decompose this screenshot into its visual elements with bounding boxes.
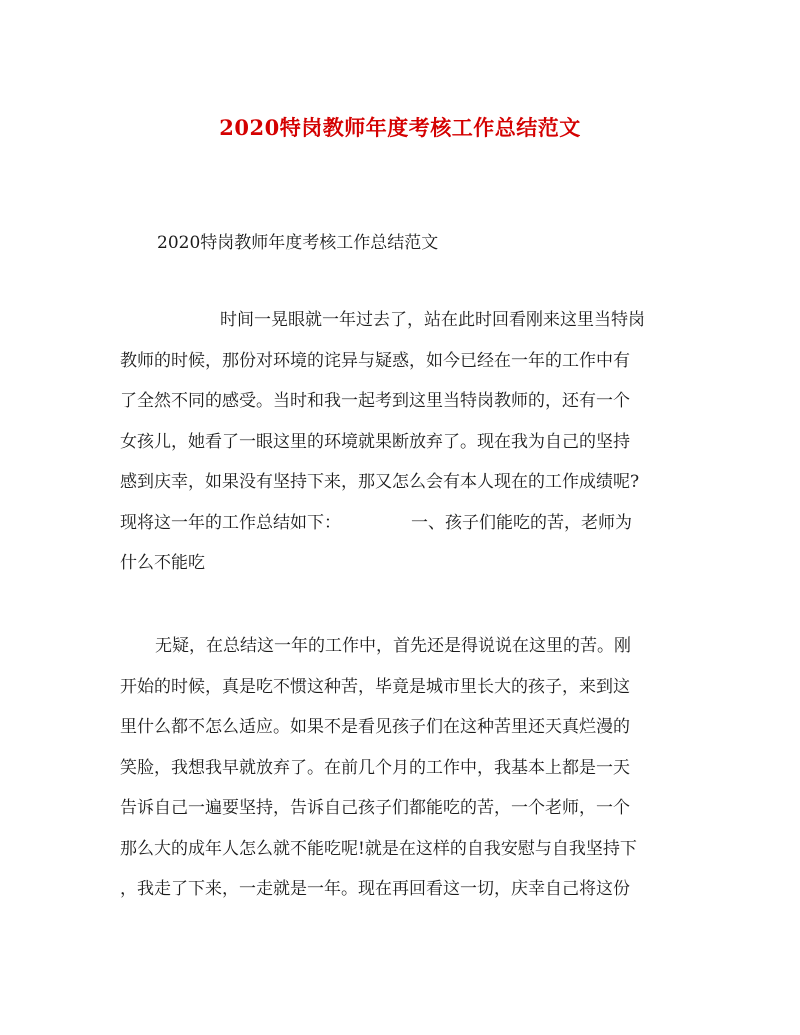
section-heading: 一、孩子们能吃的苦，老师为: [411, 512, 632, 533]
paragraph-line-with-heading: [120, 503, 680, 544]
paragraph-line: 女孩儿，她看了一眼这里的环境就果断放弃了。现在我为自己的坚持: [120, 431, 630, 452]
document-title: 2020特岗教师年度考核工作总结范文: [219, 115, 581, 140]
paragraph-line: 时间一晃眼就一年过去了，站在此时回看刚来这里当特岗: [220, 310, 645, 330]
paragraph-line: 告诉自己一遍要坚持，告诉自己孩子们都能吃的苦，一个老师，一个: [120, 798, 630, 818]
paragraph-line: 里什么都不怎么适应。如果不是看见孩子们在这种苦里还天真烂漫的: [120, 717, 630, 737]
paragraph-section-one: [120, 626, 680, 910]
section-heading-continued: 什么不能吃: [120, 553, 205, 573]
paragraph-line: 无疑，在总结这一年的工作中，首先还是得说说在这里的苦。刚: [155, 636, 631, 656]
document-subtitle: 2020特岗教师年度考核工作总结范文: [157, 233, 439, 253]
paragraph-line: 感到庆幸，如果没有坚持下来，那又怎么会有本人现在的工作成绩呢?: [120, 472, 640, 492]
paragraph-line: 现将这一年的工作总结如下：: [120, 512, 341, 533]
paragraph-line: 开始的时候，真是吃不惯这种苦，毕竟是城市里长大的孩子，来到这: [120, 676, 630, 697]
paragraph-line: 了全然不同的感受。当时和我一起考到这里当特岗教师的，还有一个: [120, 391, 630, 411]
paragraph-line: 笑脸，我想我早就放弃了。在前几个月的工作中，我基本上都是一天: [120, 757, 630, 778]
paragraph-line: ，我走了下来，一走就是一年。现在再回看这一切，庆幸自己将这份: [120, 879, 630, 899]
paragraph-line: 教师的时候，那份对环境的诧异与疑惑，如今已经在一年的工作中有: [120, 350, 630, 371]
paragraph-intro: [120, 300, 680, 584]
paragraph-line: 那么大的成年人怎么就不能吃呢!就是在这样的自我安慰与自我坚持下: [120, 838, 637, 859]
